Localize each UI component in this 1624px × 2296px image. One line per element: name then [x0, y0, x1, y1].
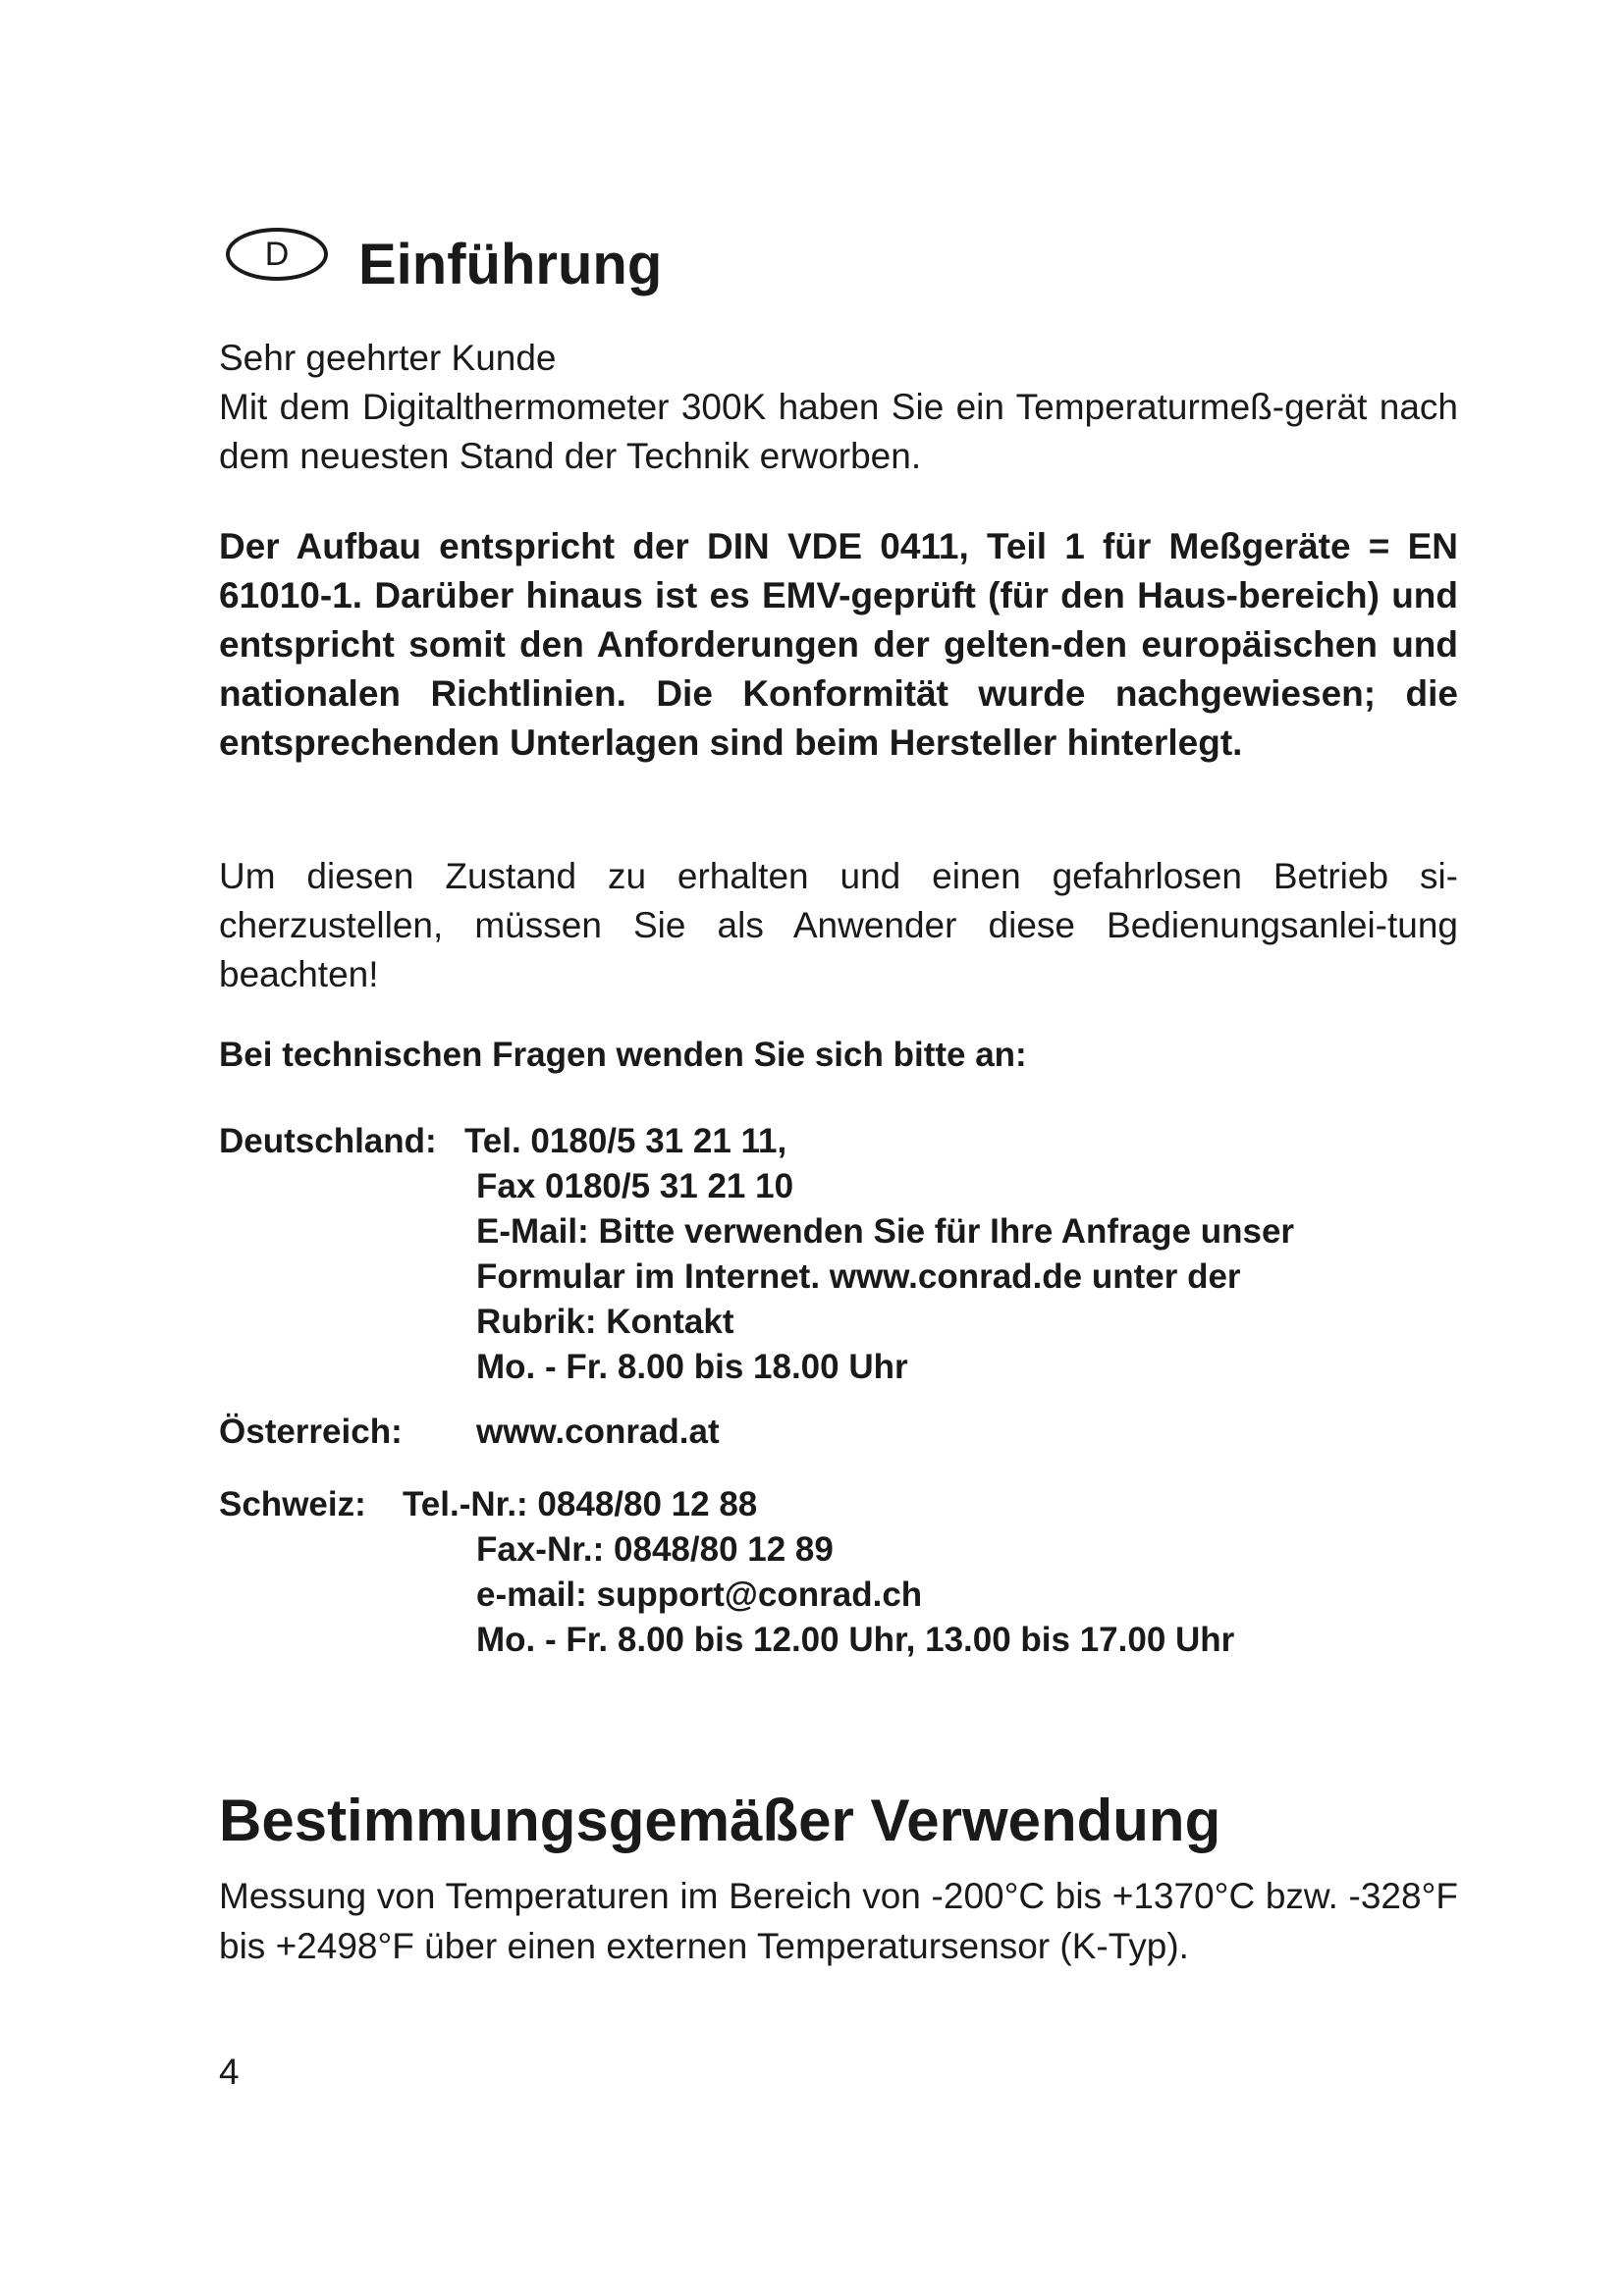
intro-paragraph-1: Mit dem Digitalthermometer 300K haben Sie ein Temperaturmeß-gerät nach dem neuesten Stand der Technik erworben. [219, 387, 1458, 476]
contact-germany-hours: Mo. - Fr. 8.00 bis 18.00 Uhr [476, 1348, 908, 1386]
contact-germany-rubric: Rubrik: Kontakt [476, 1303, 734, 1341]
contact-germany [219, 1119, 1295, 1390]
contact-germany-web: Formular im Internet. www.conrad.de unter der [476, 1257, 1241, 1296]
contact-switzerland-email: e-mail: support@conrad.ch [476, 1575, 923, 1614]
contact-switzerland [219, 1482, 1235, 1663]
contact-germany-label: Deutschland: [219, 1122, 437, 1160]
usage-title: Bestimmungsgemäßer Verwendung [219, 1788, 1221, 1853]
contact-austria [219, 1410, 720, 1455]
contact-germany-phone: Tel. 0180/5 31 21 11, [464, 1122, 787, 1160]
page-number: 4 [219, 2052, 240, 2092]
language-badge [226, 228, 328, 281]
compliance-paragraph: Der Aufbau entspricht der DIN VDE 0411, Teil 1 für Meßgeräte = EN 61010-1. Darüber hinaus ist es EMV-geprüft (für den Haus-bereich) und entspricht somit den Anforderungen der gelten-den europäischen und nationalen Richtlinien. Die Konformität wurde nachgewiesen; die entsprechenden Unterlagen sind beim Hersteller hinterlegt. [219, 526, 1458, 763]
intro-title: Einführung [358, 233, 663, 296]
contact-austria-label: Österreich: [219, 1413, 403, 1451]
contact-switzerland-fax: Fax-Nr.: 0848/80 12 89 [476, 1530, 834, 1569]
safety-paragraph: Um diesen Zustand zu erhalten und einen gefahrlosen Betrieb si-cherzustellen, müssen Sie als Anwender diese Bedienungsanlei-tung beachten! [219, 856, 1458, 994]
contact-germany-email: E-Mail: Bitte verwenden Sie für Ihre Anfrage unser [476, 1212, 1295, 1251]
contact-germany-fax: Fax 0180/5 31 21 10 [476, 1167, 794, 1205]
language-badge-label: D [264, 235, 290, 273]
contact-austria-web: www.conrad.at [476, 1413, 720, 1451]
usage-text: Messung von Temperaturen im Bereich von -200°C bis +1370°C bzw. -328°F bis +2498°F über einen externen Temperatursensor (K-Typ). [219, 1876, 1458, 1966]
support-heading: Bei technischen Fragen wenden Sie sich bitte an: [219, 1036, 1027, 1074]
contact-switzerland-label: Schweiz: [219, 1485, 366, 1523]
contact-switzerland-phone: Tel.-Nr.: 0848/80 12 88 [403, 1485, 758, 1523]
contact-switzerland-hours: Mo. - Fr. 8.00 bis 12.00 Uhr, 13.00 bis 17.00 Uhr [476, 1621, 1235, 1659]
greeting: Sehr geehrter Kunde [219, 338, 557, 378]
